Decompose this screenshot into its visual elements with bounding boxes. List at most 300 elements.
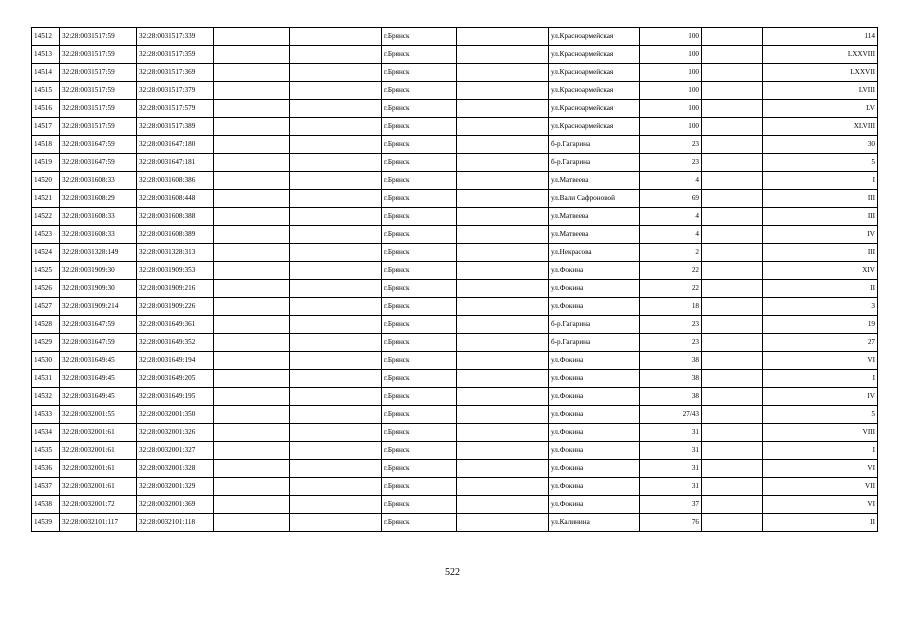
row-number-cell: 14539 [32, 514, 60, 532]
table-row [32, 172, 878, 190]
empty-cell [702, 154, 763, 172]
row-number-cell: 14536 [32, 460, 60, 478]
city-cell: г.Брянск [382, 370, 457, 388]
empty-cell [290, 118, 382, 136]
cadastral-number-cell: 32:28:0031649:194 [137, 352, 214, 370]
land-parcel-cell: 32:28:0031608:33 [60, 208, 137, 226]
land-parcel-cell: 32:28:0031517:59 [60, 118, 137, 136]
land-parcel-cell: 32:28:0031647:59 [60, 136, 137, 154]
street-cell: ул.Фокина [549, 424, 640, 442]
empty-cell [457, 334, 549, 352]
city-cell: г.Брянск [382, 406, 457, 424]
land-parcel-cell: 32:28:0032101:117 [60, 514, 137, 532]
cadastral-number-cell: 32:28:0031517:579 [137, 100, 214, 118]
empty-cell [290, 100, 382, 118]
premises-number-cell: LXXVIII [763, 46, 878, 64]
table-row [32, 100, 878, 118]
table-row [32, 334, 878, 352]
street-cell: ул.Фокина [549, 478, 640, 496]
city-cell: г.Брянск [382, 226, 457, 244]
empty-cell [214, 136, 290, 154]
house-number-cell: 37 [640, 496, 702, 514]
house-number-cell: 2 [640, 244, 702, 262]
cadastral-number-cell: 32:28:0031649:195 [137, 388, 214, 406]
land-parcel-cell: 32:28:0031649:45 [60, 352, 137, 370]
row-number-cell: 14526 [32, 280, 60, 298]
empty-cell [457, 118, 549, 136]
premises-number-cell: I [763, 442, 878, 460]
table-row [32, 442, 878, 460]
empty-cell [290, 478, 382, 496]
premises-number-cell: III [763, 208, 878, 226]
street-cell: ул.Красноармейская [549, 46, 640, 64]
land-parcel-cell: 32:28:0032001:72 [60, 496, 137, 514]
table-row [32, 190, 878, 208]
row-number-cell: 14518 [32, 136, 60, 154]
premises-number-cell: VII [763, 478, 878, 496]
table-row [32, 478, 878, 496]
house-number-cell: 27/43 [640, 406, 702, 424]
empty-cell [214, 118, 290, 136]
cadastral-number-cell: 32:28:0031608:386 [137, 172, 214, 190]
empty-cell [290, 172, 382, 190]
row-number-cell: 14527 [32, 298, 60, 316]
empty-cell [290, 334, 382, 352]
empty-cell [457, 406, 549, 424]
table-row [32, 370, 878, 388]
empty-cell [457, 64, 549, 82]
street-cell: б-р.Гагарина [549, 334, 640, 352]
street-cell: ул.Матвеева [549, 208, 640, 226]
empty-cell [214, 496, 290, 514]
premises-number-cell: II [763, 280, 878, 298]
empty-cell [457, 442, 549, 460]
street-cell: ул.Некрасова [549, 244, 640, 262]
premises-number-cell: II [763, 514, 878, 532]
premises-number-cell: XLVIII [763, 118, 878, 136]
cadastral-number-cell: 32:28:0031608:389 [137, 226, 214, 244]
house-number-cell: 100 [640, 100, 702, 118]
empty-cell [214, 316, 290, 334]
empty-cell [214, 244, 290, 262]
house-number-cell: 38 [640, 352, 702, 370]
table-row [32, 514, 878, 532]
table-row [32, 460, 878, 478]
city-cell: г.Брянск [382, 136, 457, 154]
premises-number-cell: XIV [763, 262, 878, 280]
empty-cell [702, 136, 763, 154]
city-cell: г.Брянск [382, 280, 457, 298]
land-parcel-cell: 32:28:0031647:59 [60, 316, 137, 334]
street-cell: ул.Фокина [549, 352, 640, 370]
city-cell: г.Брянск [382, 388, 457, 406]
empty-cell [457, 244, 549, 262]
city-cell: г.Брянск [382, 478, 457, 496]
row-number-cell: 14535 [32, 442, 60, 460]
house-number-cell: 31 [640, 478, 702, 496]
empty-cell [290, 190, 382, 208]
row-number-cell: 14517 [32, 118, 60, 136]
house-number-cell: 69 [640, 190, 702, 208]
empty-cell [214, 154, 290, 172]
table-row [32, 352, 878, 370]
empty-cell [214, 64, 290, 82]
house-number-cell: 100 [640, 46, 702, 64]
city-cell: г.Брянск [382, 118, 457, 136]
city-cell: г.Брянск [382, 514, 457, 532]
table-row [32, 244, 878, 262]
empty-cell [457, 262, 549, 280]
table-row [32, 82, 878, 100]
empty-cell [702, 172, 763, 190]
table-row [32, 424, 878, 442]
city-cell: г.Брянск [382, 442, 457, 460]
street-cell: ул.Фокина [549, 388, 640, 406]
empty-cell [290, 28, 382, 46]
city-cell: г.Брянск [382, 28, 457, 46]
empty-cell [214, 226, 290, 244]
empty-cell [290, 226, 382, 244]
empty-cell [702, 316, 763, 334]
empty-cell [702, 406, 763, 424]
row-number-cell: 14528 [32, 316, 60, 334]
premises-number-cell: 3 [763, 298, 878, 316]
table-row [32, 28, 878, 46]
street-cell: б-р.Гагарина [549, 136, 640, 154]
row-number-cell: 14513 [32, 46, 60, 64]
land-parcel-cell: 32:28:0031517:59 [60, 82, 137, 100]
empty-cell [290, 496, 382, 514]
table-row [32, 298, 878, 316]
empty-cell [290, 154, 382, 172]
empty-cell [290, 208, 382, 226]
row-number-cell: 14525 [32, 262, 60, 280]
premises-number-cell: 30 [763, 136, 878, 154]
empty-cell [290, 406, 382, 424]
empty-cell [457, 316, 549, 334]
empty-cell [457, 460, 549, 478]
house-number-cell: 76 [640, 514, 702, 532]
house-number-cell: 23 [640, 316, 702, 334]
empty-cell [214, 388, 290, 406]
house-number-cell: 100 [640, 118, 702, 136]
empty-cell [214, 460, 290, 478]
empty-cell [702, 298, 763, 316]
cadastral-number-cell: 32:28:0032001:328 [137, 460, 214, 478]
empty-cell [702, 82, 763, 100]
empty-cell [290, 388, 382, 406]
table-row [32, 388, 878, 406]
city-cell: г.Брянск [382, 100, 457, 118]
premises-number-cell: 19 [763, 316, 878, 334]
row-number-cell: 14538 [32, 496, 60, 514]
empty-cell [457, 136, 549, 154]
street-cell: ул.Фокина [549, 460, 640, 478]
street-cell: ул.Фокина [549, 442, 640, 460]
empty-cell [702, 514, 763, 532]
empty-cell [702, 424, 763, 442]
empty-cell [702, 244, 763, 262]
street-cell: ул.Красноармейская [549, 118, 640, 136]
empty-cell [457, 82, 549, 100]
street-cell: ул.Фокина [549, 370, 640, 388]
row-number-cell: 14529 [32, 334, 60, 352]
premises-number-cell: I [763, 370, 878, 388]
empty-cell [214, 478, 290, 496]
house-number-cell: 23 [640, 154, 702, 172]
empty-cell [457, 424, 549, 442]
land-parcel-cell: 32:28:0031909:30 [60, 280, 137, 298]
empty-cell [702, 352, 763, 370]
house-number-cell: 4 [640, 208, 702, 226]
city-cell: г.Брянск [382, 190, 457, 208]
empty-cell [214, 370, 290, 388]
house-number-cell: 22 [640, 280, 702, 298]
premises-number-cell: I [763, 172, 878, 190]
empty-cell [290, 280, 382, 298]
house-number-cell: 38 [640, 370, 702, 388]
street-cell: ул.Красноармейская [549, 28, 640, 46]
empty-cell [702, 28, 763, 46]
empty-cell [214, 298, 290, 316]
table-row [32, 136, 878, 154]
empty-cell [702, 118, 763, 136]
empty-cell [214, 352, 290, 370]
empty-cell [290, 244, 382, 262]
cadastral-number-cell: 32:28:0032001:327 [137, 442, 214, 460]
table-row [32, 406, 878, 424]
empty-cell [214, 82, 290, 100]
cadastral-number-cell: 32:28:0031517:369 [137, 64, 214, 82]
empty-cell [702, 262, 763, 280]
empty-cell [214, 406, 290, 424]
empty-cell [702, 334, 763, 352]
premises-number-cell: VIII [763, 424, 878, 442]
city-cell: г.Брянск [382, 262, 457, 280]
cadastral-number-cell: 32:28:0031649:352 [137, 334, 214, 352]
street-cell: ул.Красноармейская [549, 100, 640, 118]
street-cell: ул.Фокина [549, 298, 640, 316]
cadastral-number-cell: 32:28:0031909:226 [137, 298, 214, 316]
premises-number-cell: IV [763, 388, 878, 406]
street-cell: ул.Красноармейская [549, 64, 640, 82]
cadastral-number-cell: 32:28:0031647:181 [137, 154, 214, 172]
cadastral-number-cell: 32:28:0032001:329 [137, 478, 214, 496]
cadastral-number-cell: 32:28:0031909:353 [137, 262, 214, 280]
cadastral-number-cell: 32:28:0032101:118 [137, 514, 214, 532]
city-cell: г.Брянск [382, 352, 457, 370]
cadastral-number-cell: 32:28:0032001:369 [137, 496, 214, 514]
empty-cell [457, 28, 549, 46]
empty-cell [457, 280, 549, 298]
empty-cell [214, 172, 290, 190]
street-cell: ул.Матвеева [549, 172, 640, 190]
row-number-cell: 14523 [32, 226, 60, 244]
empty-cell [457, 226, 549, 244]
empty-cell [702, 64, 763, 82]
empty-cell [457, 46, 549, 64]
street-cell: ул.Матвеева [549, 226, 640, 244]
table-row [32, 280, 878, 298]
row-number-cell: 14520 [32, 172, 60, 190]
land-parcel-cell: 32:28:0032001:61 [60, 424, 137, 442]
cadastral-number-cell: 32:28:0031649:205 [137, 370, 214, 388]
land-parcel-cell: 32:28:0031517:59 [60, 100, 137, 118]
empty-cell [457, 478, 549, 496]
cadastral-number-cell: 32:28:0031517:339 [137, 28, 214, 46]
empty-cell [214, 100, 290, 118]
land-parcel-cell: 32:28:0031649:45 [60, 370, 137, 388]
table-row [32, 154, 878, 172]
empty-cell [702, 100, 763, 118]
row-number-cell: 14519 [32, 154, 60, 172]
land-parcel-cell: 32:28:0031328:149 [60, 244, 137, 262]
row-number-cell: 14534 [32, 424, 60, 442]
premises-number-cell: 5 [763, 154, 878, 172]
empty-cell [702, 460, 763, 478]
empty-cell [290, 64, 382, 82]
city-cell: г.Брянск [382, 208, 457, 226]
empty-cell [214, 208, 290, 226]
empty-cell [214, 334, 290, 352]
land-parcel-cell: 32:28:0032001:55 [60, 406, 137, 424]
house-number-cell: 22 [640, 262, 702, 280]
house-number-cell: 18 [640, 298, 702, 316]
house-number-cell: 23 [640, 334, 702, 352]
register-rows [32, 28, 878, 532]
cadastral-number-cell: 32:28:0031649:361 [137, 316, 214, 334]
premises-number-cell: VI [763, 460, 878, 478]
empty-cell [290, 370, 382, 388]
empty-cell [702, 46, 763, 64]
cadastral-number-cell: 32:28:0031608:388 [137, 208, 214, 226]
property-register-table [31, 27, 878, 532]
house-number-cell: 23 [640, 136, 702, 154]
cadastral-number-cell: 32:28:0031517:379 [137, 82, 214, 100]
empty-cell [214, 424, 290, 442]
empty-cell [457, 190, 549, 208]
empty-cell [457, 352, 549, 370]
city-cell: г.Брянск [382, 46, 457, 64]
empty-cell [290, 424, 382, 442]
premises-number-cell: 5 [763, 406, 878, 424]
cadastral-number-cell: 32:28:0031328:313 [137, 244, 214, 262]
premises-number-cell: III [763, 244, 878, 262]
empty-cell [290, 514, 382, 532]
land-parcel-cell: 32:28:0032001:61 [60, 460, 137, 478]
empty-cell [214, 280, 290, 298]
empty-cell [214, 190, 290, 208]
row-number-cell: 14512 [32, 28, 60, 46]
empty-cell [290, 460, 382, 478]
land-parcel-cell: 32:28:0031608:33 [60, 172, 137, 190]
land-parcel-cell: 32:28:0031608:29 [60, 190, 137, 208]
street-cell: ул.Красноармейская [549, 82, 640, 100]
empty-cell [457, 172, 549, 190]
street-cell: ул.Калинина [549, 514, 640, 532]
empty-cell [457, 514, 549, 532]
empty-cell [457, 370, 549, 388]
house-number-cell: 38 [640, 388, 702, 406]
land-parcel-cell: 32:28:0031649:45 [60, 388, 137, 406]
house-number-cell: 100 [640, 64, 702, 82]
house-number-cell: 4 [640, 226, 702, 244]
empty-cell [290, 442, 382, 460]
city-cell: г.Брянск [382, 154, 457, 172]
city-cell: г.Брянск [382, 244, 457, 262]
premises-number-cell: 114 [763, 28, 878, 46]
land-parcel-cell: 32:28:0031517:59 [60, 28, 137, 46]
empty-cell [290, 136, 382, 154]
row-number-cell: 14532 [32, 388, 60, 406]
house-number-cell: 100 [640, 82, 702, 100]
cadastral-number-cell: 32:28:0031647:180 [137, 136, 214, 154]
premises-number-cell: LVIII [763, 82, 878, 100]
empty-cell [214, 46, 290, 64]
empty-cell [290, 316, 382, 334]
cadastral-number-cell: 32:28:0032001:350 [137, 406, 214, 424]
table-row [32, 46, 878, 64]
cadastral-number-cell: 32:28:0031608:448 [137, 190, 214, 208]
city-cell: г.Брянск [382, 334, 457, 352]
premises-number-cell: LXXVII [763, 64, 878, 82]
empty-cell [702, 226, 763, 244]
empty-cell [457, 298, 549, 316]
row-number-cell: 14514 [32, 64, 60, 82]
land-parcel-cell: 32:28:0032001:61 [60, 442, 137, 460]
house-number-cell: 31 [640, 460, 702, 478]
street-cell: б-р.Гагарина [549, 316, 640, 334]
empty-cell [457, 154, 549, 172]
table-row [32, 262, 878, 280]
land-parcel-cell: 32:28:0032001:61 [60, 478, 137, 496]
row-number-cell: 14533 [32, 406, 60, 424]
empty-cell [702, 190, 763, 208]
empty-cell [290, 352, 382, 370]
street-cell: ул.Фокина [549, 262, 640, 280]
house-number-cell: 31 [640, 442, 702, 460]
row-number-cell: 14524 [32, 244, 60, 262]
city-cell: г.Брянск [382, 460, 457, 478]
row-number-cell: 14530 [32, 352, 60, 370]
empty-cell [290, 46, 382, 64]
empty-cell [457, 496, 549, 514]
city-cell: г.Брянск [382, 316, 457, 334]
row-number-cell: 14522 [32, 208, 60, 226]
empty-cell [702, 208, 763, 226]
land-parcel-cell: 32:28:0031647:59 [60, 154, 137, 172]
empty-cell [457, 208, 549, 226]
land-parcel-cell: 32:28:0031608:33 [60, 226, 137, 244]
city-cell: г.Брянск [382, 172, 457, 190]
table-row [32, 118, 878, 136]
empty-cell [702, 280, 763, 298]
empty-cell [702, 478, 763, 496]
row-number-cell: 14516 [32, 100, 60, 118]
row-number-cell: 14531 [32, 370, 60, 388]
table-row [32, 208, 878, 226]
table-row [32, 496, 878, 514]
premises-number-cell: VI [763, 352, 878, 370]
city-cell: г.Брянск [382, 64, 457, 82]
empty-cell [290, 298, 382, 316]
empty-cell [214, 442, 290, 460]
city-cell: г.Брянск [382, 424, 457, 442]
land-parcel-cell: 32:28:0031909:214 [60, 298, 137, 316]
street-cell: ул.Фокина [549, 496, 640, 514]
premises-number-cell: VI [763, 496, 878, 514]
city-cell: г.Брянск [382, 82, 457, 100]
